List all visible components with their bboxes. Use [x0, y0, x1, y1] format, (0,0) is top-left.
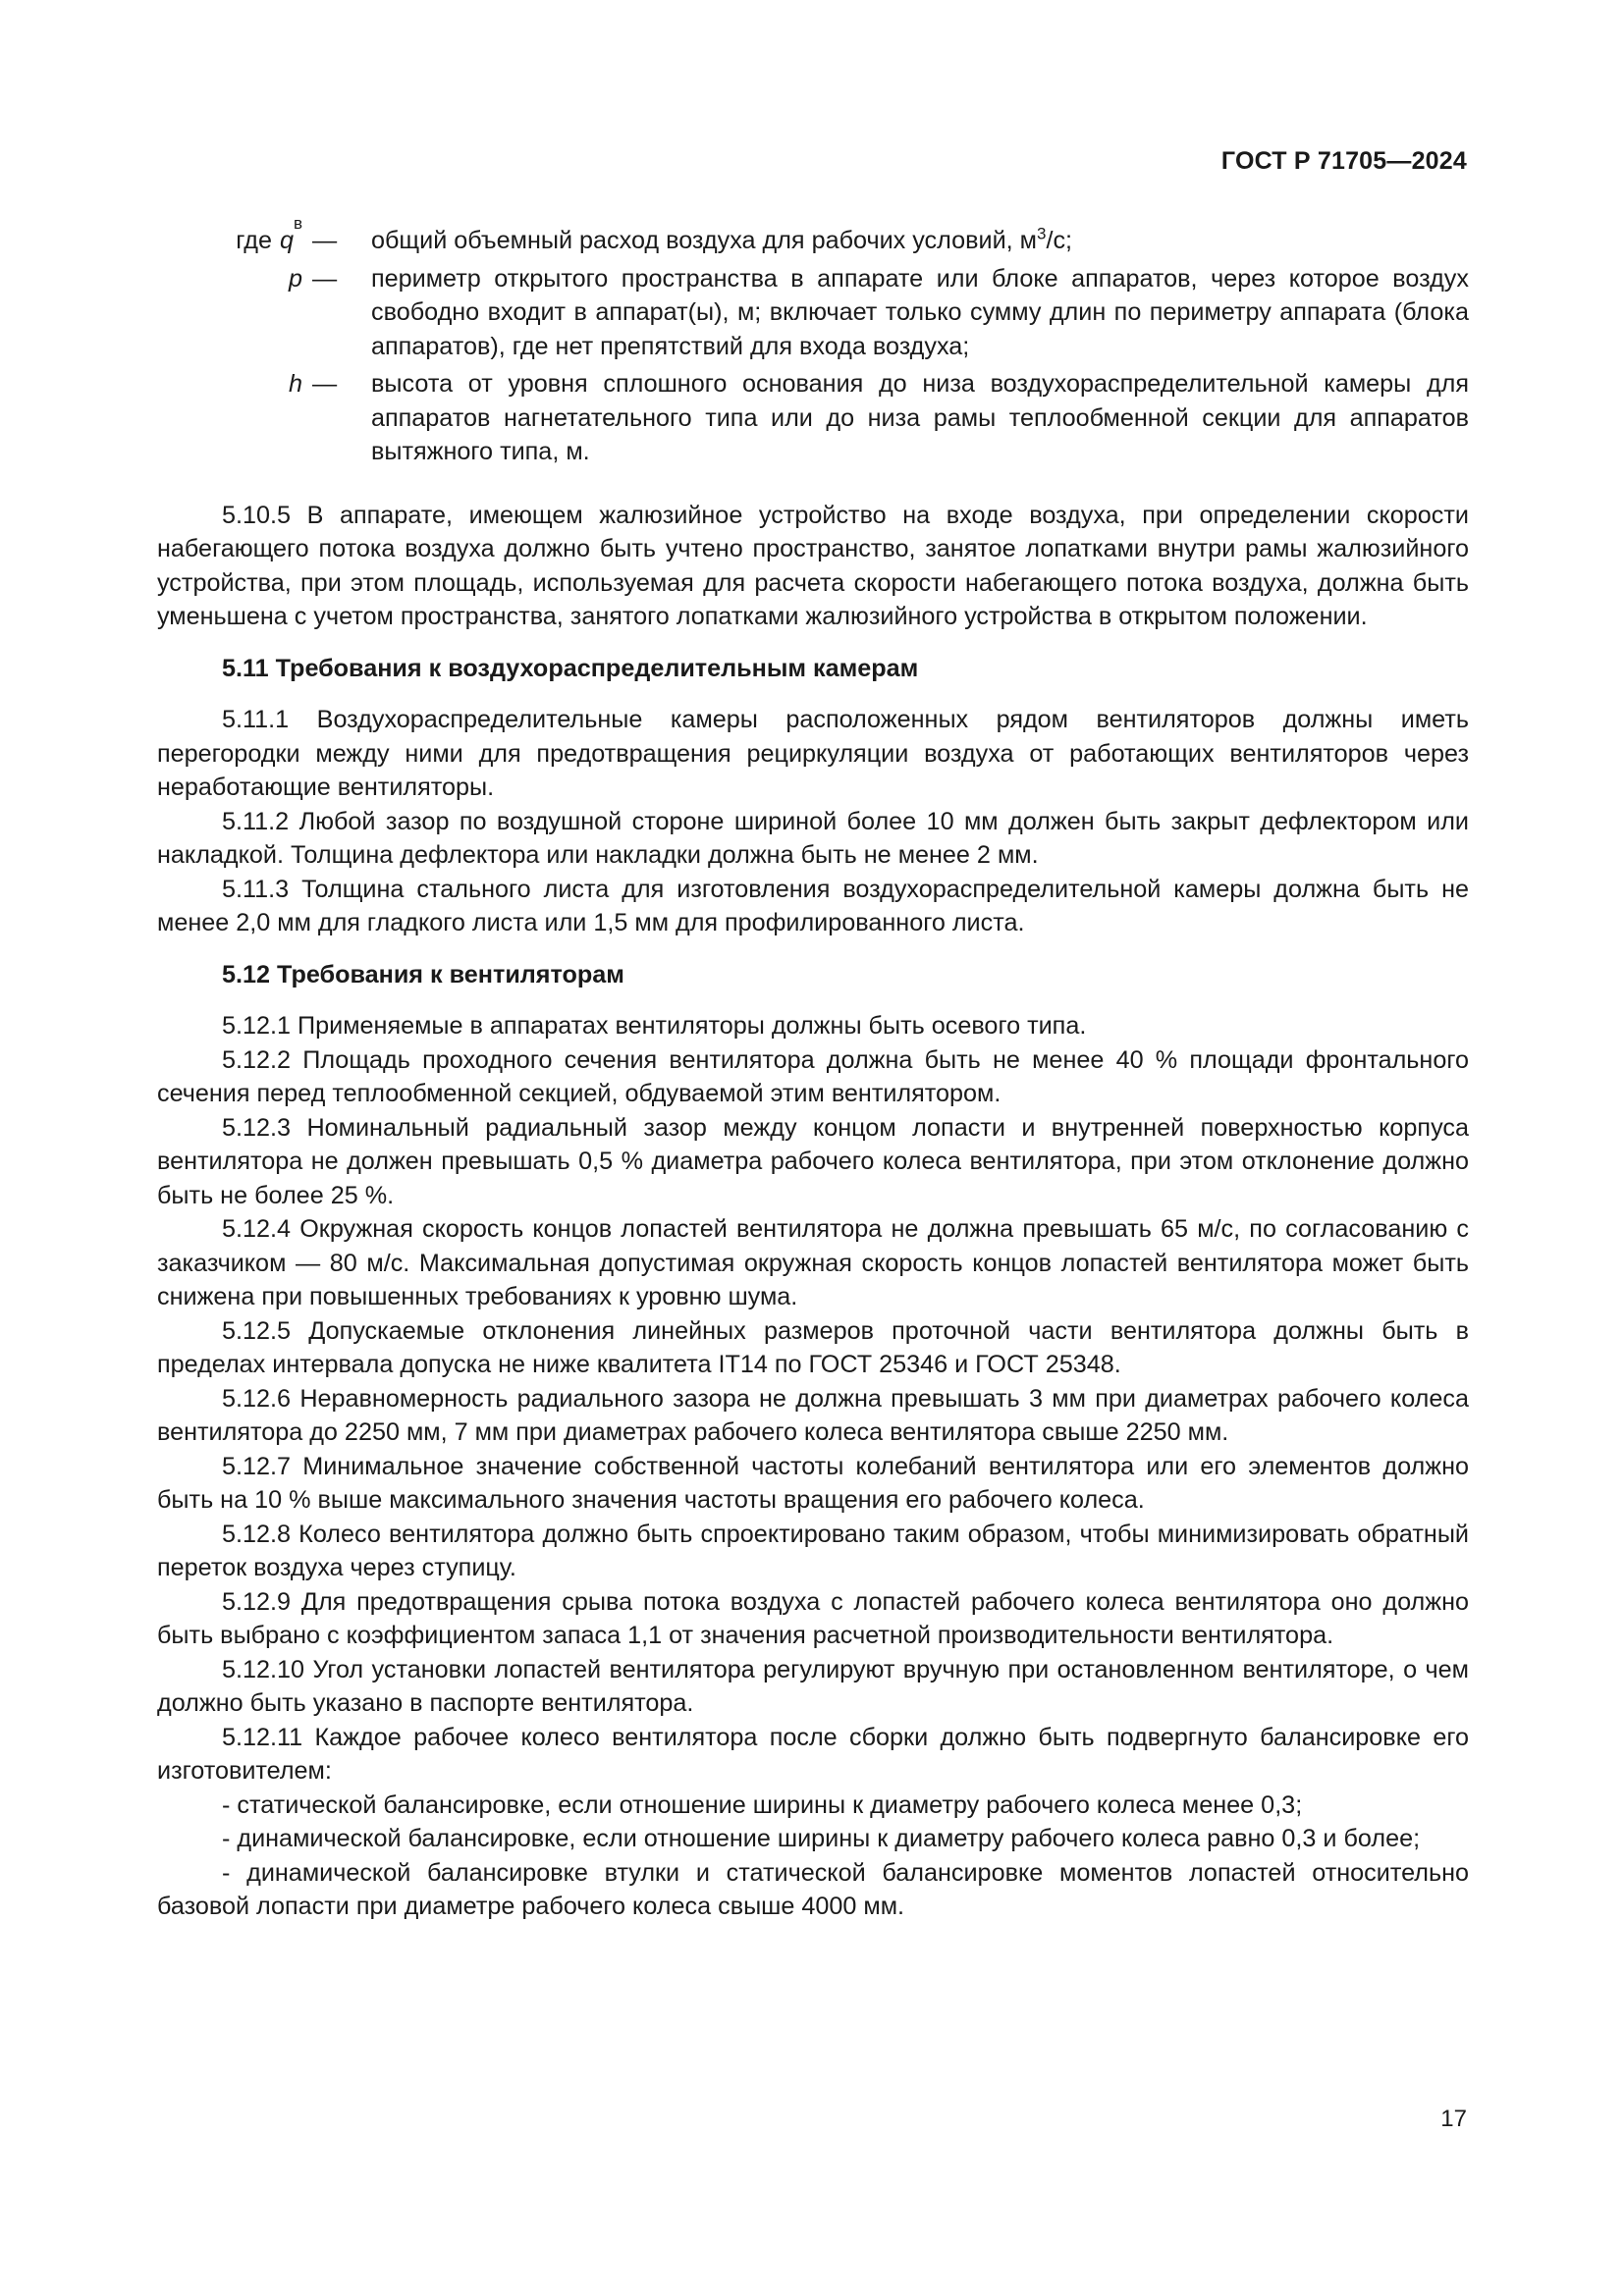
page-number: 17 [1440, 2106, 1467, 2132]
paragraph-5-12-5: 5.12.5 Допускаемые отклонения линейных размеров проточной части вентилятора должны быть в пределах интервала допуска не ниже квалитета IT14 по ГОСТ 25346 и ГОСТ 25348. [157, 1316, 1469, 1378]
list-item: - статической балансировке, если отношение ширины к диаметру рабочего колеса менее 0,3; [222, 1790, 1303, 1819]
definition-text: общий объемный расход воздуха для рабочих условий, $м^3/с$; [371, 224, 1073, 254]
paragraph-5-12-2: 5.12.2 Площадь проходного сечения вентилятора должна быть не менее 40 % площади фронтального сечения перед теплообменной секцией, обдуваемой этим вентилятором. [157, 1045, 1469, 1107]
definition-dash: — [312, 227, 338, 254]
standard-header: ГОСТ Р 71705—2024 [1220, 147, 1467, 175]
paragraph-5-12-9: 5.12.9 Для предотвращения срыва потока воздуха с лопастей рабочего колеса вентилятора оно должно быть выбрано с коэффициентом запаса 1,1 от значения расчетной производительности вентилятора. [157, 1587, 1469, 1649]
definition-prefix: где [236, 227, 272, 254]
paragraph-5-12-10: 5.12.10 Угол установки лопастей вентилятора регулируют вручную при остановленном вентиляторе, о чем должно быть указано в паспорте вентилятора. [157, 1655, 1469, 1717]
definition-item [157, 367, 1469, 469]
definition-dash: — [312, 264, 338, 293]
unit-superscript: 3 [1036, 224, 1047, 243]
paragraph-5-12-4: 5.12.4 Окружная скорость концов лопастей вентилятора не должна превышать 65 м/с, по согласованию с заказчиком — 80 м/с. Максимальная допустимая окружная скорость концов лопастей вентилятора может быть снижена при повышенных требованиях к уровню шума. [157, 1215, 1469, 1310]
paragraph-5-12-7: 5.12.7 Минимальное значение собственной частоты колебаний вентилятора или его элементов должно быть на 10 % выше максимального значения частоты вращения его рабочего колеса. [157, 1452, 1469, 1514]
paragraph-5-12-6: 5.12.6 Неравномерность радиального зазора не должна превышать 3 мм при диаметрах рабочего колеса вентилятора до 2250 мм, 7 мм при диаметрах рабочего колеса вентилятора свыше 2250 мм. [157, 1384, 1469, 1446]
paragraph-5-11-3: 5.11.3 Толщина стального листа для изготовления воздухораспределительной камеры должна быть не менее 2,0 мм для гладкого листа или 1,5 мм для профилированного листа. [157, 875, 1469, 936]
definition-dash: — [312, 370, 338, 398]
definition-subscript: в [293, 214, 302, 233]
definition-symbol: h [288, 370, 302, 398]
definition-item [157, 262, 1469, 364]
paragraph-5-11-2: 5.11.2 Любой зазор по воздушной стороне шириной более 10 мм должен быть закрыт дефлектором или накладкой. Толщина дефлектора или накладки должна быть не менее 2 мм. [157, 807, 1469, 869]
paragraph-5-12-1: 5.12.1 Применяемые в аппаратах вентиляторы должны быть осевого типа. [222, 1012, 1087, 1040]
paragraph-5-11-1: 5.11.1 Воздухораспределительные камеры расположенных рядом вентиляторов должны иметь перегородки между ними для предотвращения рециркуляции воздуха от работающих вентиляторов через неработающие вентиляторы. [157, 706, 1469, 801]
section-heading-5-11: 5.11 Требования к воздухораспределительным камерам [222, 654, 919, 682]
paragraph-5-12-8: 5.12.8 Колесо вентилятора должно быть спроектировано таким образом, чтобы минимизировать обратный переток воздуха через ступицу. [157, 1520, 1469, 1581]
definitions-list [157, 214, 1469, 469]
definition-text: периметр открытого пространства в аппарате или блоке аппаратов, через которое воздух свободно входит в аппарат(ы), м; включает только сумму длин по периметру аппарата (блока аппаратов), где нет препятствий для входа воздуха; [371, 264, 1469, 360]
definition-text: высота от уровня сплошного основания до низа воздухораспределительной камеры для аппаратов нагнетательного типа или до низа рамы теплообменной секции для аппаратов вытяжного типа, м. [371, 370, 1469, 465]
paragraph-5-10-5: 5.10.5 В аппарате, имеющем жалюзийное устройство на входе воздуха, при определении скорости набегающего потока воздуха должно быть учтено пространство, занятое лопатками внутри рамы жалюзийного устройства, при этом площадь, используемая для расчета скорости набегающего потока воздуха, должна быть уменьшена с учетом пространства, занятого лопатками жалюзийного устройства в открытом положении. [157, 501, 1469, 630]
definition-symbol: q [279, 227, 294, 254]
list-item: - динамической балансировке, если отношение ширины к диаметру рабочего колеса равно 0,3 и более; [222, 1825, 1421, 1852]
list-item: - динамической балансировке втулки и статической балансировке моментов лопастей относительно базовой лопасти при диаметре рабочего колеса свыше 4000 мм. [157, 1858, 1469, 1920]
paragraph-5-12-11: 5.12.11 Каждое рабочее колесо вентилятора после сборки должно быть подвергнуто балансировке его изготовителем: [157, 1723, 1469, 1785]
definition-item [157, 214, 1469, 258]
page-content [157, 214, 1469, 1924]
definition-symbol: p [288, 264, 302, 293]
section-heading-5-12: 5.12 Требования к вентиляторам [222, 960, 624, 988]
paragraph-5-12-3: 5.12.3 Номинальный радиальный зазор между концом лопасти и внутренней поверхностью корпуса вентилятора не должен превышать 0,5 % диаметра рабочего колеса вентилятора, при этом отклонение должно быть не более 25 %. [157, 1113, 1469, 1209]
